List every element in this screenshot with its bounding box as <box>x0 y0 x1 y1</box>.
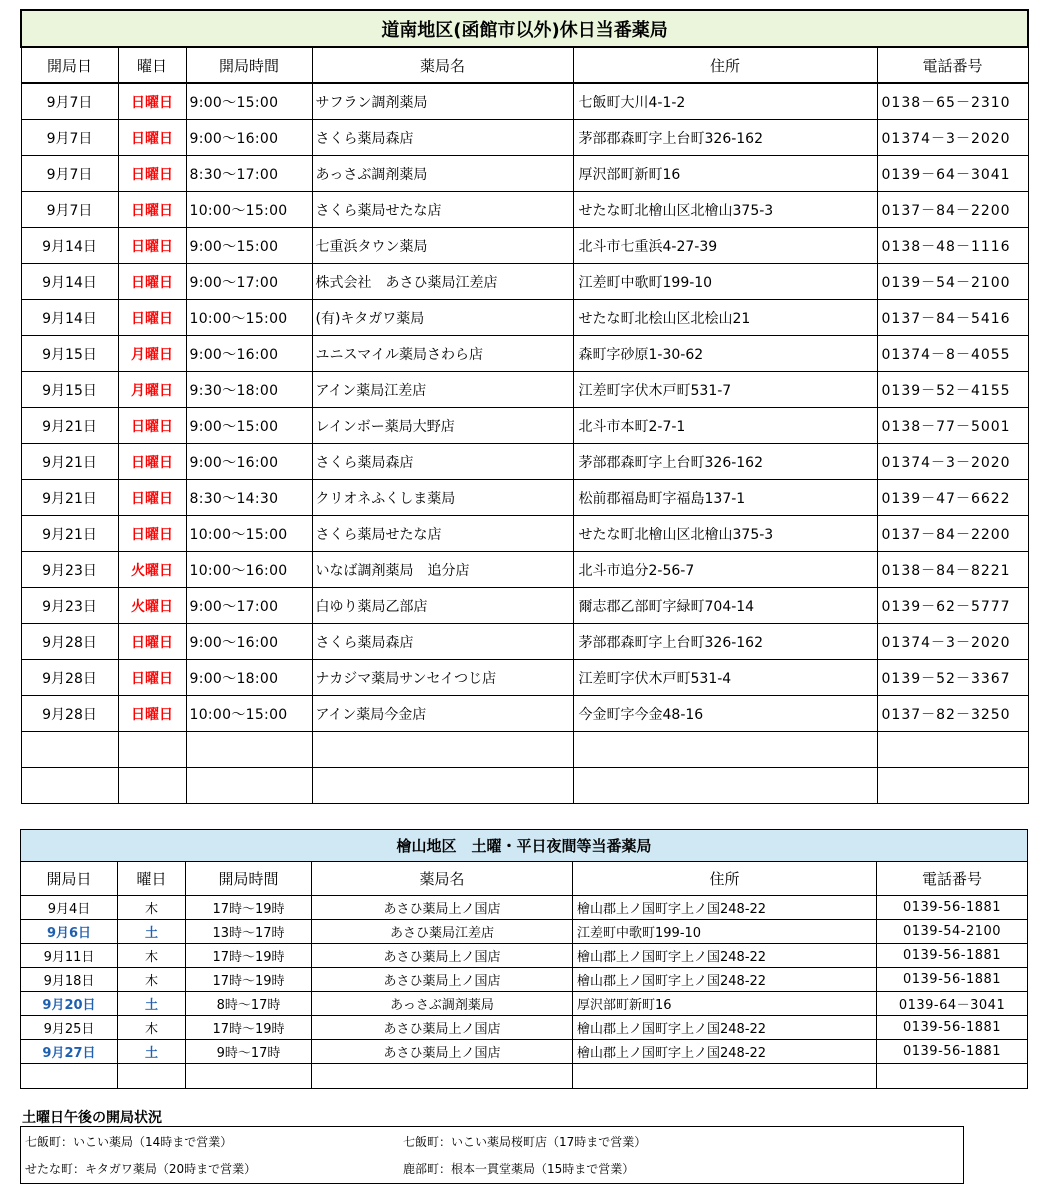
date-cell: 9月23日 <box>21 552 118 588</box>
time-cell: 9:30～18:00 <box>186 372 312 408</box>
date-cell: 9月21日 <box>21 444 118 480</box>
day-cell: 日曜日 <box>118 444 186 480</box>
date-cell: 9月21日 <box>21 480 118 516</box>
table-row <box>21 300 1028 336</box>
table-row <box>21 896 1028 920</box>
time-cell: 17時～19時 <box>186 1016 312 1040</box>
table-row <box>21 944 1028 968</box>
phone-cell: 0139-56-1881 <box>877 896 1028 920</box>
time-cell: 17時～19時 <box>186 944 312 968</box>
col-header-name: 薬局名 <box>312 47 573 83</box>
table-row <box>21 83 1028 120</box>
col-header-address: 住所 <box>573 47 877 83</box>
date-cell: 9月7日 <box>21 83 118 120</box>
pharmacy-name-cell: さくら薬局せたな店 <box>312 516 573 552</box>
empty-row <box>21 768 1028 804</box>
address-cell: 檜山郡上ノ国町字上ノ国248-22 <box>573 968 877 992</box>
col-header-time: 開局時間 <box>186 47 312 83</box>
day-cell: 日曜日 <box>118 300 186 336</box>
day-cell: 日曜日 <box>118 192 186 228</box>
empty-cell <box>21 768 118 804</box>
pharmacy-name-cell: あさひ薬局江差店 <box>312 920 573 944</box>
date-cell: 9月18日 <box>21 968 118 992</box>
time-cell: 8:30～17:00 <box>186 156 312 192</box>
phone-cell: 0137－84－2200 <box>877 192 1028 228</box>
address-cell: 江差町字伏木戸町531-7 <box>573 372 877 408</box>
address-cell: 江差町中歌町199-10 <box>573 920 877 944</box>
day-cell: 日曜日 <box>118 120 186 156</box>
empty-cell <box>21 732 118 768</box>
phone-cell: 0139－54－2100 <box>877 264 1028 300</box>
day-cell: 日曜日 <box>118 624 186 660</box>
address-cell: 今金町字今金48-16 <box>573 696 877 732</box>
phone-cell: 0139－47－6622 <box>877 480 1028 516</box>
address-cell: 北斗市七重浜4-27-39 <box>573 228 877 264</box>
pharmacy-name-cell: あさひ薬局上ノ国店 <box>312 1040 573 1064</box>
phone-cell: 0138－65－2310 <box>877 83 1028 120</box>
address-cell: 檜山郡上ノ国町字上ノ国248-22 <box>573 1016 877 1040</box>
address-cell: 七飯町大川4-1-2 <box>573 83 877 120</box>
day-cell: 土 <box>118 1040 186 1064</box>
day-cell: 日曜日 <box>118 156 186 192</box>
phone-cell: 0138－48－1116 <box>877 228 1028 264</box>
address-cell: 爾志郡乙部町字緑町704-14 <box>573 588 877 624</box>
time-cell: 9:00～16:00 <box>186 336 312 372</box>
time-cell: 9:00～16:00 <box>186 624 312 660</box>
date-cell: 9月28日 <box>21 696 118 732</box>
table-row <box>21 588 1028 624</box>
time-cell: 10:00～15:00 <box>186 696 312 732</box>
time-cell: 9:00～16:00 <box>186 120 312 156</box>
table-row <box>21 336 1028 372</box>
empty-cell <box>186 768 312 804</box>
empty-cell <box>312 1064 573 1089</box>
date-cell: 9月27日 <box>21 1040 118 1064</box>
phone-cell: 0139－52－3367 <box>877 660 1028 696</box>
col-header-date: 開局日 <box>21 47 118 83</box>
address-cell: 厚沢部町新町16 <box>573 992 877 1016</box>
day-cell: 木 <box>118 896 186 920</box>
date-cell: 9月11日 <box>21 944 118 968</box>
col-header-day: 曜日 <box>118 47 186 83</box>
address-cell: 北斗市本町2-7-1 <box>573 408 877 444</box>
time-cell: 9:00～16:00 <box>186 444 312 480</box>
empty-cell <box>573 732 877 768</box>
empty-cell <box>21 1064 118 1089</box>
pharmacy-name-cell: アイン薬局江差店 <box>312 372 573 408</box>
table-row <box>21 444 1028 480</box>
table2-title: 檜山地区 土曜・平日夜間等当番薬局 <box>21 830 1028 862</box>
phone-cell: 0139-56-1881 <box>877 1016 1028 1040</box>
time-cell: 9:00～15:00 <box>186 408 312 444</box>
pharmacy-name-cell: ナカジマ薬局サンセイつじ店 <box>312 660 573 696</box>
time-cell: 9:00～17:00 <box>186 264 312 300</box>
table-row <box>21 408 1028 444</box>
time-cell: 8:30～14:30 <box>186 480 312 516</box>
phone-cell: 0138－84－8221 <box>877 552 1028 588</box>
address-cell: 檜山郡上ノ国町字上ノ国248-22 <box>573 1040 877 1064</box>
date-cell: 9月7日 <box>21 156 118 192</box>
empty-cell <box>118 732 186 768</box>
day-cell: 火曜日 <box>118 552 186 588</box>
table-row <box>21 552 1028 588</box>
phone-cell: 0139-56-1881 <box>877 1040 1028 1064</box>
saturday-item: 鹿部町：根本一貫堂薬局（15時まで営業） <box>403 1162 635 1176</box>
time-cell: 9:00～18:00 <box>186 660 312 696</box>
date-cell: 9月6日 <box>21 920 118 944</box>
day-cell: 日曜日 <box>118 408 186 444</box>
empty-cell <box>877 1064 1028 1089</box>
day-cell: 木 <box>118 944 186 968</box>
table-row <box>21 516 1028 552</box>
day-cell: 土 <box>118 992 186 1016</box>
phone-cell: 0139-54-2100 <box>877 920 1028 944</box>
address-cell: 茅部郡森町字上台町326-162 <box>573 444 877 480</box>
date-cell: 9月14日 <box>21 264 118 300</box>
time-cell: 10:00～15:00 <box>186 300 312 336</box>
phone-cell: 0139－52－4155 <box>877 372 1028 408</box>
empty-cell <box>186 732 312 768</box>
pharmacy-name-cell: あさひ薬局上ノ国店 <box>312 1016 573 1040</box>
empty-cell <box>573 1064 877 1089</box>
pharmacy-name-cell: あっさぶ調剤薬局 <box>312 156 573 192</box>
col-header-name: 薬局名 <box>312 862 573 896</box>
pharmacy-name-cell: アイン薬局今金店 <box>312 696 573 732</box>
day-cell: 木 <box>118 1016 186 1040</box>
empty-cell <box>186 1064 312 1089</box>
empty-cell <box>573 768 877 804</box>
day-cell: 火曜日 <box>118 588 186 624</box>
table-row <box>21 968 1028 992</box>
hiyama-pharmacy-table <box>20 829 1028 1089</box>
pharmacy-name-cell: あさひ薬局上ノ国店 <box>312 968 573 992</box>
date-cell: 9月21日 <box>21 408 118 444</box>
pharmacy-name-cell: あさひ薬局上ノ国店 <box>312 944 573 968</box>
pharmacy-name-cell: (有)キタガワ薬局 <box>312 300 573 336</box>
table-row <box>21 920 1028 944</box>
address-cell: せたな町北檜山区北檜山375-3 <box>573 192 877 228</box>
date-cell: 9月28日 <box>21 660 118 696</box>
phone-cell: 0139－62－5777 <box>877 588 1028 624</box>
table-row <box>21 992 1028 1016</box>
col-header-date: 開局日 <box>21 862 118 896</box>
empty-cell <box>877 768 1028 804</box>
table-row <box>21 120 1028 156</box>
pharmacy-name-cell: いなば調剤薬局 追分店 <box>312 552 573 588</box>
empty-row <box>21 732 1028 768</box>
day-cell: 日曜日 <box>118 516 186 552</box>
phone-cell: 0139－64－3041 <box>877 156 1028 192</box>
day-cell: 日曜日 <box>118 228 186 264</box>
table-row <box>21 696 1028 732</box>
time-cell: 10:00～15:00 <box>186 192 312 228</box>
date-cell: 9月25日 <box>21 1016 118 1040</box>
time-cell: 13時～17時 <box>186 920 312 944</box>
pharmacy-name-cell: 七重浜タウン薬局 <box>312 228 573 264</box>
pharmacy-name-cell: さくら薬局せたな店 <box>312 192 573 228</box>
phone-cell: 01374－8－4055 <box>877 336 1028 372</box>
phone-cell: 01374－3－2020 <box>877 444 1028 480</box>
day-cell: 月曜日 <box>118 336 186 372</box>
address-cell: せたな町北桧山区北桧山21 <box>573 300 877 336</box>
address-cell: せたな町北檜山区北檜山375-3 <box>573 516 877 552</box>
empty-row <box>21 1064 1028 1089</box>
saturday-item: せたな町：キタガワ薬局（20時まで営業） <box>25 1162 257 1176</box>
table-row <box>21 480 1028 516</box>
empty-cell <box>312 732 573 768</box>
saturday-item: 七飯町：いこい薬局桜町店（17時まで営業） <box>403 1135 647 1149</box>
table-row <box>21 156 1028 192</box>
address-cell: 茅部郡森町字上台町326-162 <box>573 120 877 156</box>
time-cell: 17時～19時 <box>186 896 312 920</box>
time-cell: 17時～19時 <box>186 968 312 992</box>
time-cell: 10:00～16:00 <box>186 552 312 588</box>
pharmacy-name-cell: さくら薬局森店 <box>312 120 573 156</box>
pharmacy-name-cell: レインボー薬局大野店 <box>312 408 573 444</box>
address-cell: 松前郡福島町字福島137-1 <box>573 480 877 516</box>
day-cell: 日曜日 <box>118 696 186 732</box>
time-cell: 9:00～17:00 <box>186 588 312 624</box>
saturday-status-box <box>20 1126 964 1184</box>
date-cell: 9月7日 <box>21 120 118 156</box>
phone-cell: 0137－84－2200 <box>877 516 1028 552</box>
saturday-item: 七飯町：いこい薬局（14時まで営業） <box>25 1135 233 1149</box>
pharmacy-name-cell: あさひ薬局上ノ国店 <box>312 896 573 920</box>
day-cell: 木 <box>118 968 186 992</box>
address-cell: 江差町中歌町199-10 <box>573 264 877 300</box>
address-cell: 茅部郡森町字上台町326-162 <box>573 624 877 660</box>
time-cell: 9時～17時 <box>186 1040 312 1064</box>
address-cell: 檜山郡上ノ国町字上ノ国248-22 <box>573 944 877 968</box>
col-header-day: 曜日 <box>118 862 186 896</box>
day-cell: 日曜日 <box>118 264 186 300</box>
table-row <box>21 624 1028 660</box>
address-cell: 森町字砂原1-30-62 <box>573 336 877 372</box>
date-cell: 9月14日 <box>21 300 118 336</box>
table-row <box>21 228 1028 264</box>
empty-cell <box>877 732 1028 768</box>
table-row <box>21 372 1028 408</box>
pharmacy-name-cell: あっさぶ調剤薬局 <box>312 992 573 1016</box>
address-cell: 北斗市追分2-56-7 <box>573 552 877 588</box>
day-cell: 日曜日 <box>118 83 186 120</box>
day-cell: 日曜日 <box>118 660 186 696</box>
pharmacy-name-cell: さくら薬局森店 <box>312 444 573 480</box>
pharmacy-name-cell: さくら薬局森店 <box>312 624 573 660</box>
phone-cell: 01374－3－2020 <box>877 624 1028 660</box>
date-cell: 9月4日 <box>21 896 118 920</box>
day-cell: 月曜日 <box>118 372 186 408</box>
table-row <box>21 660 1028 696</box>
pharmacy-name-cell: 白ゆり薬局乙部店 <box>312 588 573 624</box>
phone-cell: 0137－84－5416 <box>877 300 1028 336</box>
date-cell: 9月21日 <box>21 516 118 552</box>
date-cell: 9月15日 <box>21 372 118 408</box>
address-cell: 江差町字伏木戸町531-4 <box>573 660 877 696</box>
table-row <box>21 264 1028 300</box>
col-header-time: 開局時間 <box>186 862 312 896</box>
phone-cell: 0138－77－5001 <box>877 408 1028 444</box>
address-cell: 厚沢部町新町16 <box>573 156 877 192</box>
date-cell: 9月7日 <box>21 192 118 228</box>
col-header-phone: 電話番号 <box>877 862 1028 896</box>
day-cell: 土 <box>118 920 186 944</box>
holiday-pharmacy-table <box>20 9 1029 804</box>
table-row <box>21 1016 1028 1040</box>
date-cell: 9月28日 <box>21 624 118 660</box>
pharmacy-name-cell: 株式会社 あさひ薬局江差店 <box>312 264 573 300</box>
pharmacy-name-cell: クリオネふくしま薬局 <box>312 480 573 516</box>
time-cell: 8時～17時 <box>186 992 312 1016</box>
date-cell: 9月15日 <box>21 336 118 372</box>
date-cell: 9月14日 <box>21 228 118 264</box>
phone-cell: 0139-56-1881 <box>877 944 1028 968</box>
table-row <box>21 1040 1028 1064</box>
time-cell: 9:00～15:00 <box>186 228 312 264</box>
phone-cell: 0139-64－3041 <box>877 992 1028 1016</box>
phone-cell: 0139-56-1881 <box>877 968 1028 992</box>
date-cell: 9月20日 <box>21 992 118 1016</box>
phone-cell: 01374－3－2020 <box>877 120 1028 156</box>
address-cell: 檜山郡上ノ国町字上ノ国248-22 <box>573 896 877 920</box>
phone-cell: 0137－82－3250 <box>877 696 1028 732</box>
date-cell: 9月23日 <box>21 588 118 624</box>
pharmacy-name-cell: ユニスマイル薬局さわら店 <box>312 336 573 372</box>
empty-cell <box>118 1064 186 1089</box>
table1-title: 道南地区(函館市以外)休日当番薬局 <box>21 10 1028 47</box>
col-header-phone: 電話番号 <box>877 47 1028 83</box>
empty-cell <box>118 768 186 804</box>
saturday-section-title: 土曜日午後の開局状況 <box>22 1110 162 1126</box>
col-header-address: 住所 <box>573 862 877 896</box>
day-cell: 日曜日 <box>118 480 186 516</box>
table-row <box>21 192 1028 228</box>
empty-cell <box>312 768 573 804</box>
time-cell: 9:00～15:00 <box>186 83 312 120</box>
time-cell: 10:00～15:00 <box>186 516 312 552</box>
pharmacy-name-cell: サフラン調剤薬局 <box>312 83 573 120</box>
